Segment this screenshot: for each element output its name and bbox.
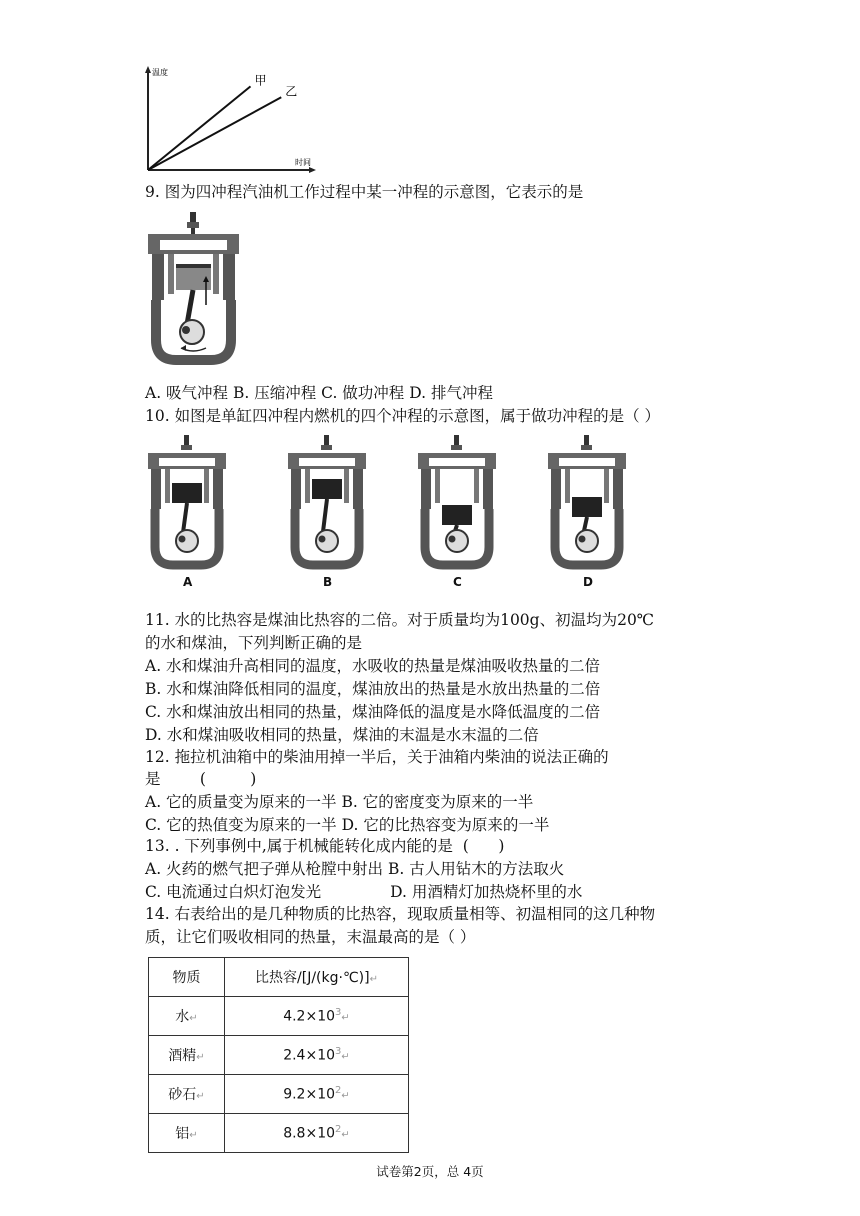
- engine-diagram-d: [546, 435, 628, 570]
- table-cell-substance: 铝: [175, 1126, 190, 1142]
- series-label-2: 乙: [285, 84, 298, 99]
- table-row: 酒精↵ $2.4\times 10^3↵$: [149, 1036, 409, 1075]
- series-line-2: [148, 97, 281, 170]
- y-axis-label: 温度: [152, 68, 168, 77]
- series-line-1: [148, 86, 251, 170]
- engine-label-a: A: [183, 575, 193, 589]
- q11-option-a: A. 水和煤油升高相同的温度，水吸收的热量是煤油吸收热量的二倍: [145, 657, 601, 675]
- engine-diagram-c: [416, 435, 498, 570]
- table-cell-substance: 酒精: [168, 1048, 197, 1064]
- q12-options-cd: C. 它的热值变为原来的一半 D. 它的比热容变为原来的一半: [145, 816, 550, 834]
- engine-label-c: C: [453, 575, 462, 589]
- table-cell-substance: 砂石: [168, 1087, 197, 1103]
- table-row: 砂石↵ $9.2\times 10^2↵$: [149, 1075, 409, 1114]
- q11-option-c: C. 水和煤油放出相同的热量，煤油降低的温度是水降低温度的二倍: [145, 703, 601, 721]
- q11-option-b: B. 水和煤油降低相同的温度，煤油放出的热量是水放出热量的二倍: [145, 680, 601, 698]
- q13-text: 13. . 下列事例中,属于机械能转化成内能的是 ( ): [145, 837, 505, 855]
- q12-line1: 12. 拖拉机油箱中的柴油用掉一半后，关于油箱内柴油的说法正确的: [145, 748, 609, 766]
- engine-label-b: B: [323, 575, 333, 589]
- q12-line2: 是 ( ): [145, 770, 257, 788]
- engine-diagram-q9: [146, 210, 241, 365]
- q14-line1: 14. 右表给出的是几种物质的比热容，现取质量相等、初温相同的这几种物: [145, 905, 656, 923]
- table-cell-value: 4.2×10: [283, 1008, 336, 1025]
- engine-diagram-a: [146, 435, 228, 570]
- q11-line1: 11. 水的比热容是煤油比热容的二倍。对于质量均为100g、初温均为20℃: [145, 611, 655, 629]
- q13-options-cd: C. 电流通过白炽灯泡发光 D. 用酒精灯加热烧杯里的水: [145, 883, 583, 901]
- q12-options-ab: A. 它的质量变为原来的一半 B. 它的密度变为原来的一半: [145, 793, 534, 811]
- page-footer: 试卷第2页，总 4页: [376, 1164, 484, 1179]
- engine-diagram-b: [286, 435, 368, 570]
- table-header-row: [149, 958, 409, 997]
- table-row: 水↵ $4.2\times 10^3↵$: [149, 997, 409, 1036]
- q13-options-ab: A. 火药的燃气把子弹从枪膛中射出 B. 古人用钻木的方法取火: [145, 860, 565, 878]
- q9-options: A. 吸气冲程 B. 压缩冲程 C. 做功冲程 D. 排气冲程: [145, 384, 493, 402]
- table-header-substance: 物质: [149, 958, 225, 997]
- table-cell-value: 9.2×10: [283, 1086, 336, 1103]
- table-cell-value: 8.8×10: [283, 1125, 336, 1142]
- q9-text: 9. 图为四冲程汽油机工作过程中某一冲程的示意图，它表示的是: [145, 183, 584, 201]
- q10-text: 10. 如图是单缸四冲程内燃机的四个冲程的示意图，属于做功冲程的是（ ）: [145, 407, 661, 425]
- temperature-time-chart: [140, 64, 320, 176]
- engine-label-d: D: [583, 575, 593, 589]
- series-label-1: 甲: [254, 73, 267, 88]
- q14-line2: 质，让它们吸收相同的热量，末温最高的是（ ）: [145, 928, 476, 946]
- x-axis-label: 时间: [295, 158, 311, 167]
- table-row: 铝↵ $8.8\times 10^2↵$: [149, 1114, 409, 1153]
- specific-heat-table: [148, 957, 409, 1153]
- q11-option-d: D. 水和煤油吸收相同的热量，煤油的末温是水末温的二倍: [145, 726, 539, 744]
- q11-line2: 的水和煤油，下列判断正确的是: [145, 634, 363, 652]
- table-cell-substance: 水: [175, 1009, 190, 1025]
- table-header-specific-heat: 比热容/[J/(kg·℃)]↵: [225, 958, 409, 997]
- table-cell-value: 2.4×10: [283, 1047, 336, 1064]
